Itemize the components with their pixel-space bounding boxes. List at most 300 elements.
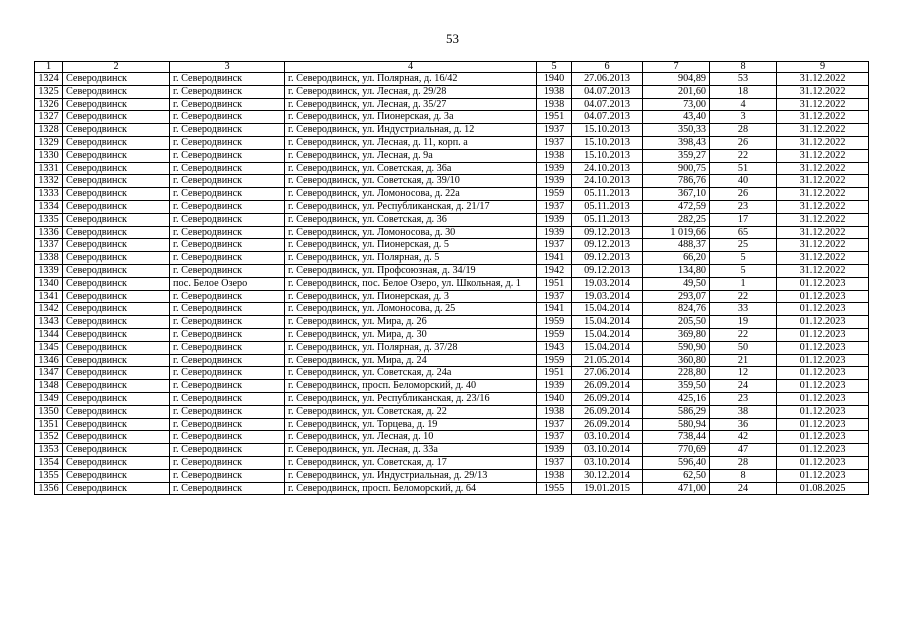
area-cell: 367,10	[643, 188, 710, 201]
area-cell: 282,25	[643, 213, 710, 226]
planned-date-cell: 01.12.2023	[777, 405, 869, 418]
address-cell: г. Северодвинск, ул. Индустриальная, д. 29/13	[285, 469, 537, 482]
settlement-cell: г. Северодвинск	[170, 482, 285, 495]
settlement-cell: г. Северодвинск	[170, 328, 285, 341]
address-cell: г. Северодвинск, ул. Полярная, д. 16/42	[285, 73, 537, 86]
residents-cell: 5	[710, 252, 777, 265]
area-cell: 359,50	[643, 380, 710, 393]
row-number-cell: 1348	[35, 380, 63, 393]
municipality-cell: Северодвинск	[63, 367, 170, 380]
address-cell: г. Северодвинск, ул. Мира, д. 24	[285, 354, 537, 367]
planned-date-cell: 31.12.2022	[777, 213, 869, 226]
table-row	[35, 303, 869, 316]
inclusion-date-cell: 26.09.2014	[572, 405, 643, 418]
area-cell: 205,50	[643, 316, 710, 329]
inclusion-date-cell: 26.09.2014	[572, 392, 643, 405]
inclusion-date-cell: 15.10.2013	[572, 149, 643, 162]
table-row	[35, 213, 869, 226]
settlement-cell: г. Северодвинск	[170, 316, 285, 329]
address-cell: г. Северодвинск, ул. Мира, д. 26	[285, 316, 537, 329]
table-row	[35, 431, 869, 444]
year-built-cell: 1937	[537, 239, 572, 252]
column-number-cell: 2	[63, 62, 170, 73]
year-built-cell: 1939	[537, 213, 572, 226]
year-built-cell: 1951	[537, 367, 572, 380]
area-cell: 580,94	[643, 418, 710, 431]
residents-cell: 17	[710, 213, 777, 226]
settlement-cell: г. Северодвинск	[170, 431, 285, 444]
planned-date-cell: 31.12.2022	[777, 124, 869, 137]
municipality-cell: Северодвинск	[63, 136, 170, 149]
address-cell: г. Северодвинск, ул. Полярная, д. 5	[285, 252, 537, 265]
year-built-cell: 1951	[537, 111, 572, 124]
municipality-cell: Северодвинск	[63, 162, 170, 175]
address-cell: г. Северодвинск, ул. Советская, д. 36а	[285, 162, 537, 175]
address-cell: г. Северодвинск, ул. Лесная, д. 9а	[285, 149, 537, 162]
column-number-cell: 3	[170, 62, 285, 73]
table-row	[35, 124, 869, 137]
municipality-cell: Северодвинск	[63, 226, 170, 239]
address-cell: г. Северодвинск, ул. Лесная, д. 29/28	[285, 85, 537, 98]
settlement-cell: г. Северодвинск	[170, 252, 285, 265]
table-row	[35, 341, 869, 354]
year-built-cell: 1941	[537, 303, 572, 316]
year-built-cell: 1940	[537, 392, 572, 405]
municipality-cell: Северодвинск	[63, 264, 170, 277]
planned-date-cell: 31.12.2022	[777, 98, 869, 111]
table-row	[35, 444, 869, 457]
planned-date-cell: 31.12.2022	[777, 175, 869, 188]
area-cell: 398,43	[643, 136, 710, 149]
planned-date-cell: 01.12.2023	[777, 341, 869, 354]
table-row	[35, 290, 869, 303]
settlement-cell: г. Северодвинск	[170, 188, 285, 201]
inclusion-date-cell: 09.12.2013	[572, 239, 643, 252]
address-cell: г. Северодвинск, ул. Республиканская, д. 23/16	[285, 392, 537, 405]
planned-date-cell: 01.12.2023	[777, 328, 869, 341]
area-cell: 590,90	[643, 341, 710, 354]
residents-cell: 23	[710, 200, 777, 213]
address-cell: г. Северодвинск, ул. Советская, д. 39/10	[285, 175, 537, 188]
settlement-cell: г. Северодвинск	[170, 341, 285, 354]
settlement-cell: г. Северодвинск	[170, 111, 285, 124]
planned-date-cell: 31.12.2022	[777, 226, 869, 239]
year-built-cell: 1959	[537, 188, 572, 201]
planned-date-cell: 31.12.2022	[777, 162, 869, 175]
area-cell: 293,07	[643, 290, 710, 303]
address-cell: г. Северодвинск, ул. Мира, д. 30	[285, 328, 537, 341]
residents-cell: 40	[710, 175, 777, 188]
settlement-cell: г. Северодвинск	[170, 367, 285, 380]
residents-cell: 50	[710, 341, 777, 354]
inclusion-date-cell: 09.12.2013	[572, 252, 643, 265]
address-cell: г. Северодвинск, ул. Лесная, д. 33а	[285, 444, 537, 457]
settlement-cell: г. Северодвинск	[170, 303, 285, 316]
area-cell: 425,16	[643, 392, 710, 405]
table-row	[35, 200, 869, 213]
settlement-cell: г. Северодвинск	[170, 380, 285, 393]
planned-date-cell: 01.12.2023	[777, 456, 869, 469]
inclusion-date-cell: 24.10.2013	[572, 175, 643, 188]
table-row	[35, 162, 869, 175]
inclusion-date-cell: 05.11.2013	[572, 200, 643, 213]
settlement-cell: г. Северодвинск	[170, 175, 285, 188]
planned-date-cell: 31.12.2022	[777, 239, 869, 252]
settlement-cell: г. Северодвинск	[170, 418, 285, 431]
year-built-cell: 1937	[537, 456, 572, 469]
inclusion-date-cell: 09.12.2013	[572, 264, 643, 277]
inclusion-date-cell: 04.07.2013	[572, 98, 643, 111]
settlement-cell: г. Северодвинск	[170, 98, 285, 111]
year-built-cell: 1959	[537, 316, 572, 329]
year-built-cell: 1941	[537, 252, 572, 265]
row-number-cell: 1329	[35, 136, 63, 149]
area-cell: 359,27	[643, 149, 710, 162]
table-row	[35, 316, 869, 329]
area-cell: 228,80	[643, 367, 710, 380]
column-number-cell: 4	[285, 62, 537, 73]
settlement-cell: г. Северодвинск	[170, 290, 285, 303]
table-row	[35, 226, 869, 239]
area-cell: 770,69	[643, 444, 710, 457]
row-number-cell: 1327	[35, 111, 63, 124]
housing-register-table	[34, 61, 869, 495]
planned-date-cell: 31.12.2022	[777, 200, 869, 213]
municipality-cell: Северодвинск	[63, 341, 170, 354]
year-built-cell: 1955	[537, 482, 572, 495]
municipality-cell: Северодвинск	[63, 73, 170, 86]
residents-cell: 3	[710, 111, 777, 124]
address-cell: г. Северодвинск, просп. Беломорский, д. 40	[285, 380, 537, 393]
column-number-cell: 7	[643, 62, 710, 73]
table-row	[35, 85, 869, 98]
settlement-cell: г. Северодвинск	[170, 162, 285, 175]
row-number-cell: 1347	[35, 367, 63, 380]
area-cell: 49,50	[643, 277, 710, 290]
area-cell: 62,50	[643, 469, 710, 482]
address-cell: г. Северодвинск, ул. Полярная, д. 37/28	[285, 341, 537, 354]
address-cell: г. Северодвинск, ул. Лесная, д. 10	[285, 431, 537, 444]
municipality-cell: Северодвинск	[63, 392, 170, 405]
settlement-cell: г. Северодвинск	[170, 226, 285, 239]
inclusion-date-cell: 19.03.2014	[572, 290, 643, 303]
area-cell: 66,20	[643, 252, 710, 265]
residents-cell: 65	[710, 226, 777, 239]
settlement-cell: г. Северодвинск	[170, 444, 285, 457]
row-number-cell: 1332	[35, 175, 63, 188]
address-cell: г. Северодвинск, ул. Пионерская, д. 5	[285, 239, 537, 252]
table-row	[35, 136, 869, 149]
planned-date-cell: 01.12.2023	[777, 290, 869, 303]
planned-date-cell: 01.12.2023	[777, 316, 869, 329]
year-built-cell: 1939	[537, 444, 572, 457]
table-row	[35, 111, 869, 124]
row-number-cell: 1344	[35, 328, 63, 341]
year-built-cell: 1938	[537, 469, 572, 482]
row-number-cell: 1349	[35, 392, 63, 405]
inclusion-date-cell: 26.09.2014	[572, 380, 643, 393]
area-cell: 586,29	[643, 405, 710, 418]
municipality-cell: Северодвинск	[63, 252, 170, 265]
inclusion-date-cell: 03.10.2014	[572, 456, 643, 469]
municipality-cell: Северодвинск	[63, 124, 170, 137]
inclusion-date-cell: 26.09.2014	[572, 418, 643, 431]
address-cell: г. Северодвинск, ул. Индустриальная, д. 12	[285, 124, 537, 137]
inclusion-date-cell: 27.06.2014	[572, 367, 643, 380]
row-number-cell: 1324	[35, 73, 63, 86]
column-number-cell: 5	[537, 62, 572, 73]
address-cell: г. Северодвинск, ул. Ломоносова, д. 22а	[285, 188, 537, 201]
table-row	[35, 456, 869, 469]
year-built-cell: 1939	[537, 175, 572, 188]
residents-cell: 22	[710, 290, 777, 303]
address-cell: г. Северодвинск, ул. Торцева, д. 19	[285, 418, 537, 431]
year-built-cell: 1937	[537, 418, 572, 431]
column-number-row	[35, 62, 869, 73]
municipality-cell: Северодвинск	[63, 418, 170, 431]
column-number-cell: 6	[572, 62, 643, 73]
table-row	[35, 392, 869, 405]
residents-cell: 18	[710, 85, 777, 98]
municipality-cell: Северодвинск	[63, 444, 170, 457]
inclusion-date-cell: 19.01.2015	[572, 482, 643, 495]
year-built-cell: 1937	[537, 290, 572, 303]
area-cell: 596,40	[643, 456, 710, 469]
settlement-cell: г. Северодвинск	[170, 200, 285, 213]
settlement-cell: г. Северодвинск	[170, 136, 285, 149]
planned-date-cell: 01.12.2023	[777, 444, 869, 457]
settlement-cell: г. Северодвинск	[170, 124, 285, 137]
municipality-cell: Северодвинск	[63, 469, 170, 482]
inclusion-date-cell: 27.06.2013	[572, 73, 643, 86]
address-cell: г. Северодвинск, ул. Советская, д. 22	[285, 405, 537, 418]
row-number-cell: 1338	[35, 252, 63, 265]
municipality-cell: Северодвинск	[63, 354, 170, 367]
row-number-cell: 1345	[35, 341, 63, 354]
planned-date-cell: 01.12.2023	[777, 431, 869, 444]
municipality-cell: Северодвинск	[63, 200, 170, 213]
column-number-cell: 1	[35, 62, 63, 73]
residents-cell: 22	[710, 149, 777, 162]
year-built-cell: 1938	[537, 405, 572, 418]
inclusion-date-cell: 03.10.2014	[572, 444, 643, 457]
municipality-cell: Северодвинск	[63, 188, 170, 201]
inclusion-date-cell: 19.03.2014	[572, 277, 643, 290]
residents-cell: 21	[710, 354, 777, 367]
table-row	[35, 328, 869, 341]
municipality-cell: Северодвинск	[63, 111, 170, 124]
row-number-cell: 1333	[35, 188, 63, 201]
row-number-cell: 1326	[35, 98, 63, 111]
inclusion-date-cell: 15.04.2014	[572, 328, 643, 341]
residents-cell: 24	[710, 380, 777, 393]
planned-date-cell: 01.12.2023	[777, 418, 869, 431]
row-number-cell: 1356	[35, 482, 63, 495]
year-built-cell: 1943	[537, 341, 572, 354]
residents-cell: 33	[710, 303, 777, 316]
area-cell: 43,40	[643, 111, 710, 124]
area-cell: 471,00	[643, 482, 710, 495]
settlement-cell: г. Северодвинск	[170, 149, 285, 162]
year-built-cell: 1940	[537, 73, 572, 86]
inclusion-date-cell: 03.10.2014	[572, 431, 643, 444]
row-number-cell: 1350	[35, 405, 63, 418]
table-row	[35, 277, 869, 290]
row-number-cell: 1346	[35, 354, 63, 367]
year-built-cell: 1938	[537, 98, 572, 111]
address-cell: г. Северодвинск, ул. Ломоносова, д. 25	[285, 303, 537, 316]
inclusion-date-cell: 30.12.2014	[572, 469, 643, 482]
address-cell: г. Северодвинск, ул. Профсоюзная, д. 34/19	[285, 264, 537, 277]
inclusion-date-cell: 09.12.2013	[572, 226, 643, 239]
table-row	[35, 405, 869, 418]
inclusion-date-cell: 15.10.2013	[572, 124, 643, 137]
year-built-cell: 1938	[537, 149, 572, 162]
table-row	[35, 482, 869, 495]
settlement-cell: г. Северодвинск	[170, 405, 285, 418]
inclusion-date-cell: 04.07.2013	[572, 111, 643, 124]
residents-cell: 1	[710, 277, 777, 290]
row-number-cell: 1343	[35, 316, 63, 329]
area-cell: 472,59	[643, 200, 710, 213]
municipality-cell: Северодвинск	[63, 98, 170, 111]
settlement-cell: г. Северодвинск	[170, 456, 285, 469]
address-cell: г. Северодвинск, ул. Лесная, д. 35/27	[285, 98, 537, 111]
address-cell: г. Северодвинск, ул. Пионерская, д. 3	[285, 290, 537, 303]
address-cell: г. Северодвинск, ул. Советская, д. 24а	[285, 367, 537, 380]
table-row	[35, 73, 869, 86]
municipality-cell: Северодвинск	[63, 239, 170, 252]
inclusion-date-cell: 21.05.2014	[572, 354, 643, 367]
address-cell: г. Северодвинск, ул. Пионерская, д. 3а	[285, 111, 537, 124]
table-row	[35, 380, 869, 393]
municipality-cell: Северодвинск	[63, 482, 170, 495]
planned-date-cell: 01.12.2023	[777, 469, 869, 482]
planned-date-cell: 01.12.2023	[777, 277, 869, 290]
column-number-cell: 8	[710, 62, 777, 73]
planned-date-cell: 31.12.2022	[777, 73, 869, 86]
area-cell: 738,44	[643, 431, 710, 444]
planned-date-cell: 01.12.2023	[777, 367, 869, 380]
settlement-cell: г. Северодвинск	[170, 264, 285, 277]
inclusion-date-cell: 15.04.2014	[572, 303, 643, 316]
planned-date-cell: 31.12.2022	[777, 111, 869, 124]
year-built-cell: 1939	[537, 226, 572, 239]
settlement-cell: г. Северодвинск	[170, 239, 285, 252]
municipality-cell: Северодвинск	[63, 149, 170, 162]
area-cell: 369,80	[643, 328, 710, 341]
residents-cell: 4	[710, 98, 777, 111]
year-built-cell: 1937	[537, 124, 572, 137]
area-cell: 360,80	[643, 354, 710, 367]
row-number-cell: 1335	[35, 213, 63, 226]
row-number-cell: 1336	[35, 226, 63, 239]
table-row	[35, 354, 869, 367]
area-cell: 786,76	[643, 175, 710, 188]
inclusion-date-cell: 24.10.2013	[572, 162, 643, 175]
planned-date-cell: 01.12.2023	[777, 380, 869, 393]
year-built-cell: 1959	[537, 328, 572, 341]
settlement-cell: г. Северодвинск	[170, 73, 285, 86]
row-number-cell: 1355	[35, 469, 63, 482]
planned-date-cell: 31.12.2022	[777, 252, 869, 265]
inclusion-date-cell: 05.11.2013	[572, 188, 643, 201]
municipality-cell: Северодвинск	[63, 277, 170, 290]
residents-cell: 22	[710, 328, 777, 341]
residents-cell: 12	[710, 367, 777, 380]
year-built-cell: 1951	[537, 277, 572, 290]
table-row	[35, 149, 869, 162]
year-built-cell: 1937	[537, 136, 572, 149]
table-row	[35, 188, 869, 201]
inclusion-date-cell: 04.07.2013	[572, 85, 643, 98]
planned-date-cell: 31.12.2022	[777, 188, 869, 201]
planned-date-cell: 01.12.2023	[777, 354, 869, 367]
municipality-cell: Северодвинск	[63, 380, 170, 393]
residents-cell: 47	[710, 444, 777, 457]
municipality-cell: Северодвинск	[63, 316, 170, 329]
settlement-cell: г. Северодвинск	[170, 85, 285, 98]
residents-cell: 26	[710, 188, 777, 201]
area-cell: 350,33	[643, 124, 710, 137]
inclusion-date-cell: 15.04.2014	[572, 316, 643, 329]
municipality-cell: Северодвинск	[63, 431, 170, 444]
table-row	[35, 239, 869, 252]
address-cell: г. Северодвинск, ул. Лесная, д. 11, корп. а	[285, 136, 537, 149]
residents-cell: 26	[710, 136, 777, 149]
settlement-cell: г. Северодвинск	[170, 213, 285, 226]
municipality-cell: Северодвинск	[63, 290, 170, 303]
residents-cell: 38	[710, 405, 777, 418]
residents-cell: 36	[710, 418, 777, 431]
area-cell: 900,75	[643, 162, 710, 175]
address-cell: г. Северодвинск, ул. Ломоносова, д. 30	[285, 226, 537, 239]
settlement-cell: г. Северодвинск	[170, 392, 285, 405]
year-built-cell: 1938	[537, 85, 572, 98]
residents-cell: 19	[710, 316, 777, 329]
planned-date-cell: 31.12.2022	[777, 85, 869, 98]
municipality-cell: Северодвинск	[63, 85, 170, 98]
municipality-cell: Северодвинск	[63, 303, 170, 316]
settlement-cell: г. Северодвинск	[170, 354, 285, 367]
planned-date-cell: 01.12.2023	[777, 303, 869, 316]
settlement-cell: г. Северодвинск	[170, 469, 285, 482]
residents-cell: 42	[710, 431, 777, 444]
address-cell: г. Северодвинск, ул. Советская, д. 17	[285, 456, 537, 469]
residents-cell: 8	[710, 469, 777, 482]
planned-date-cell: 31.12.2022	[777, 149, 869, 162]
area-cell: 488,37	[643, 239, 710, 252]
address-cell: г. Северодвинск, просп. Беломорский, д. 64	[285, 482, 537, 495]
table-row	[35, 469, 869, 482]
planned-date-cell: 01.12.2023	[777, 392, 869, 405]
municipality-cell: Северодвинск	[63, 328, 170, 341]
inclusion-date-cell: 15.04.2014	[572, 341, 643, 354]
year-built-cell: 1937	[537, 200, 572, 213]
year-built-cell: 1959	[537, 354, 572, 367]
residents-cell: 5	[710, 264, 777, 277]
residents-cell: 25	[710, 239, 777, 252]
row-number-cell: 1337	[35, 239, 63, 252]
row-number-cell: 1328	[35, 124, 63, 137]
residents-cell: 28	[710, 456, 777, 469]
row-number-cell: 1339	[35, 264, 63, 277]
area-cell: 134,80	[643, 264, 710, 277]
row-number-cell: 1342	[35, 303, 63, 316]
row-number-cell: 1334	[35, 200, 63, 213]
row-number-cell: 1331	[35, 162, 63, 175]
column-number-cell: 9	[777, 62, 869, 73]
